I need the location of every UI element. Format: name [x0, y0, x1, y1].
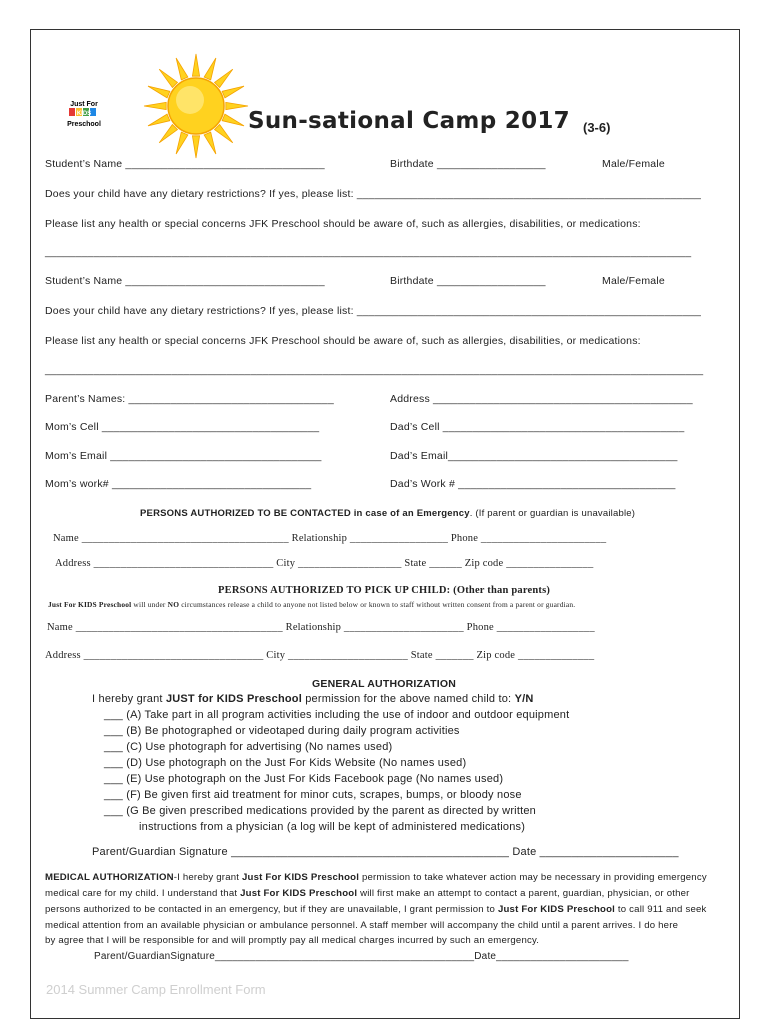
medical-signature-line[interactable]: Parent/GuardianSignature_____________________________________________Date_______________________	[94, 951, 629, 962]
parent-names-field[interactable]: Parent’s Names: __________________________________	[45, 393, 334, 405]
sun-ray	[204, 58, 216, 80]
contact-name-line[interactable]: Name ______________________________________ Relationship __________________ Phone _______________________	[53, 533, 607, 544]
medical-line-5: by agree that I will be responsible for and will promptly pay all medical charges incurred by such an emergency.	[45, 935, 540, 946]
general-signature-line[interactable]: Parent/Guardian Signature ____________________________________________ Date ______________________	[92, 846, 679, 858]
page-title: Sun-sational Camp 2017	[248, 108, 570, 134]
pickup-note-rest: circumstances release a child to anyone not listed below or known to staff without written consent from a parent or guardian.	[179, 600, 576, 609]
student2-name-field[interactable]: Student’s Name _________________________________	[45, 275, 325, 287]
contact-heading	[140, 508, 635, 519]
medical-heading: MEDICAL AUTHORIZATION	[45, 872, 174, 883]
student1-health-line[interactable]: ___________________________________________________________________________________________________________	[45, 246, 692, 258]
pickup-heading: PERSONS AUTHORIZED TO PICK UP CHILD: (Other than parents)	[218, 585, 551, 596]
medical-line-1	[45, 872, 707, 883]
grant-pre: I hereby grant	[92, 693, 166, 705]
logo-line-2: KIDS	[76, 111, 92, 117]
contact-heading-bold: PERSONS AUTHORIZED TO BE CONTACTED in case of an Emergency	[140, 508, 470, 519]
pickup-address-line[interactable]: Address _________________________________ City ______________________ State _______ Zip code ______________	[45, 650, 595, 661]
grant-school: JUST for KIDS Preschool	[165, 693, 302, 705]
address-field[interactable]: Address ___________________________________________	[390, 393, 693, 405]
dads-email-field[interactable]: Dad’s Email______________________________________	[390, 450, 678, 462]
sun-ray	[215, 69, 233, 87]
general-grant	[92, 693, 534, 705]
dads-work-field[interactable]: Dad’s Work # ____________________________________	[390, 478, 676, 490]
sun-ray	[215, 125, 233, 143]
sun-ray	[148, 114, 170, 126]
medical-line-3	[45, 904, 707, 915]
student1-birthdate-field[interactable]: Birthdate __________________	[390, 158, 546, 170]
sun-ray	[176, 132, 188, 154]
form-border	[30, 29, 740, 1019]
student1-health-label: Please list any health or special concerns JFK Preschool should be aware of, such as allergies, disabilities, or medications:	[45, 218, 641, 230]
student1-name-field[interactable]: Student’s Name _________________________________	[45, 158, 325, 170]
medical-line-2-school: Just For KIDS Preschool	[240, 888, 358, 899]
medical-line-1-a: -I hereby grant	[173, 872, 242, 883]
medical-line-3-b: to call 911 and seek	[615, 904, 707, 915]
sun-ray	[192, 136, 199, 158]
student2-gender-field[interactable]: Male/Female	[602, 275, 665, 287]
grant-yn: Y/N	[514, 693, 534, 705]
pickup-note-school: Just For KIDS Preschool	[48, 600, 132, 609]
sun-ray	[226, 102, 248, 109]
age-range: (3-6)	[583, 120, 611, 135]
general-item-d[interactable]: ___ (D) Use photograph on the Just For Kids Website (No names used)	[104, 757, 467, 769]
footer-watermark: 2014 Summer Camp Enrollment Form	[46, 982, 266, 997]
student1-gender-field[interactable]: Male/Female	[602, 158, 665, 170]
general-item-e[interactable]: ___ (E) Use photograph on the Just For Kids Facebook page (No names used)	[104, 773, 504, 785]
sun-ray	[204, 132, 216, 154]
pickup-note-no: NO	[167, 600, 180, 609]
dads-cell-field[interactable]: Dad’s Cell ________________________________________	[390, 421, 685, 433]
moms-work-field[interactable]: Mom’s work# _________________________________	[45, 478, 312, 490]
medical-line-2	[45, 888, 690, 899]
student2-health-line[interactable]: _____________________________________________________________________________________________________________	[45, 364, 704, 376]
sun-ray	[144, 102, 166, 109]
medical-line-3-school: Just For KIDS Preschool	[497, 904, 616, 915]
general-item-g[interactable]: ___ (G Be given prescribed medications provided by the parent as directed by written	[104, 805, 536, 817]
moms-email-field[interactable]: Mom’s Email ___________________________________	[45, 450, 322, 462]
sun-ray	[222, 114, 244, 126]
logo-line-3: Preschool	[67, 121, 101, 128]
medical-line-1-b: permission to take whatever action may be necessary in providing emergency	[359, 872, 707, 883]
general-item-a[interactable]: ___ (A) Take part in all program activities including the use of indoor and outdoor equipment	[104, 709, 570, 721]
student2-dietary-field[interactable]: Does your child have any dietary restrictions? If yes, please list: _________________________________________________________	[45, 305, 702, 317]
sun-ray	[159, 69, 177, 87]
general-item-b[interactable]: ___ (B) Be photographed or videotaped during daily program activities	[104, 725, 460, 737]
grant-mid: permission for the above named child to:	[301, 693, 515, 705]
sun-icon	[142, 52, 250, 160]
sun-ray	[176, 58, 188, 80]
logo-line-1: Just For	[70, 101, 98, 108]
moms-cell-field[interactable]: Mom’s Cell ____________________________________	[45, 421, 320, 433]
pickup-note	[48, 600, 575, 609]
medical-line-1-school: Just For KIDS Preschool	[242, 872, 360, 883]
pickup-name-line[interactable]: Name ______________________________________ Relationship ______________________ Phone __________________	[47, 622, 595, 633]
general-item-c[interactable]: ___ (C) Use photograph for advertising (No names used)	[104, 741, 393, 753]
student1-dietary-field[interactable]: Does your child have any dietary restrictions? If yes, please list: _________________________________________________________	[45, 188, 702, 200]
general-heading: GENERAL AUTHORIZATION	[312, 678, 457, 690]
sun-ray	[222, 86, 244, 98]
just-for-kids-logo	[62, 98, 106, 132]
student2-health-label: Please list any health or special concerns JFK Preschool should be aware of, such as allergies, disabilities, or medications:	[45, 335, 641, 347]
student2-birthdate-field[interactable]: Birthdate __________________	[390, 275, 546, 287]
contact-heading-rest: . (If parent or guardian is unavailable)	[469, 508, 636, 519]
medical-line-4: medical attention from an available physician or ambulance personnel. A staff member will accompany the child until a parent arrives. I do here	[45, 920, 679, 931]
sun-ray	[192, 54, 199, 76]
pickup-note-mid: will under	[131, 600, 168, 609]
medical-line-2-a: medical care for my child. I understand that	[45, 888, 241, 899]
sun-ray	[159, 125, 177, 143]
general-item-f[interactable]: ___ (F) Be given first aid treatment for minor cuts, scrapes, bumps, or bloody nose	[104, 789, 522, 801]
medical-line-3-a: persons authorized to be contacted in an emergency, but if they are unavailable, I grant permission to	[45, 904, 498, 915]
sun-ray	[148, 86, 170, 98]
contact-address-line[interactable]: Address _________________________________ City ___________________ State ______ Zip code ________________	[55, 558, 594, 569]
general-item-g-cont: instructions from a physician (a log will be kept of administered medications)	[139, 821, 526, 833]
medical-line-2-b: will first make an attempt to contact a parent, guardian, physician, or other	[357, 888, 690, 899]
